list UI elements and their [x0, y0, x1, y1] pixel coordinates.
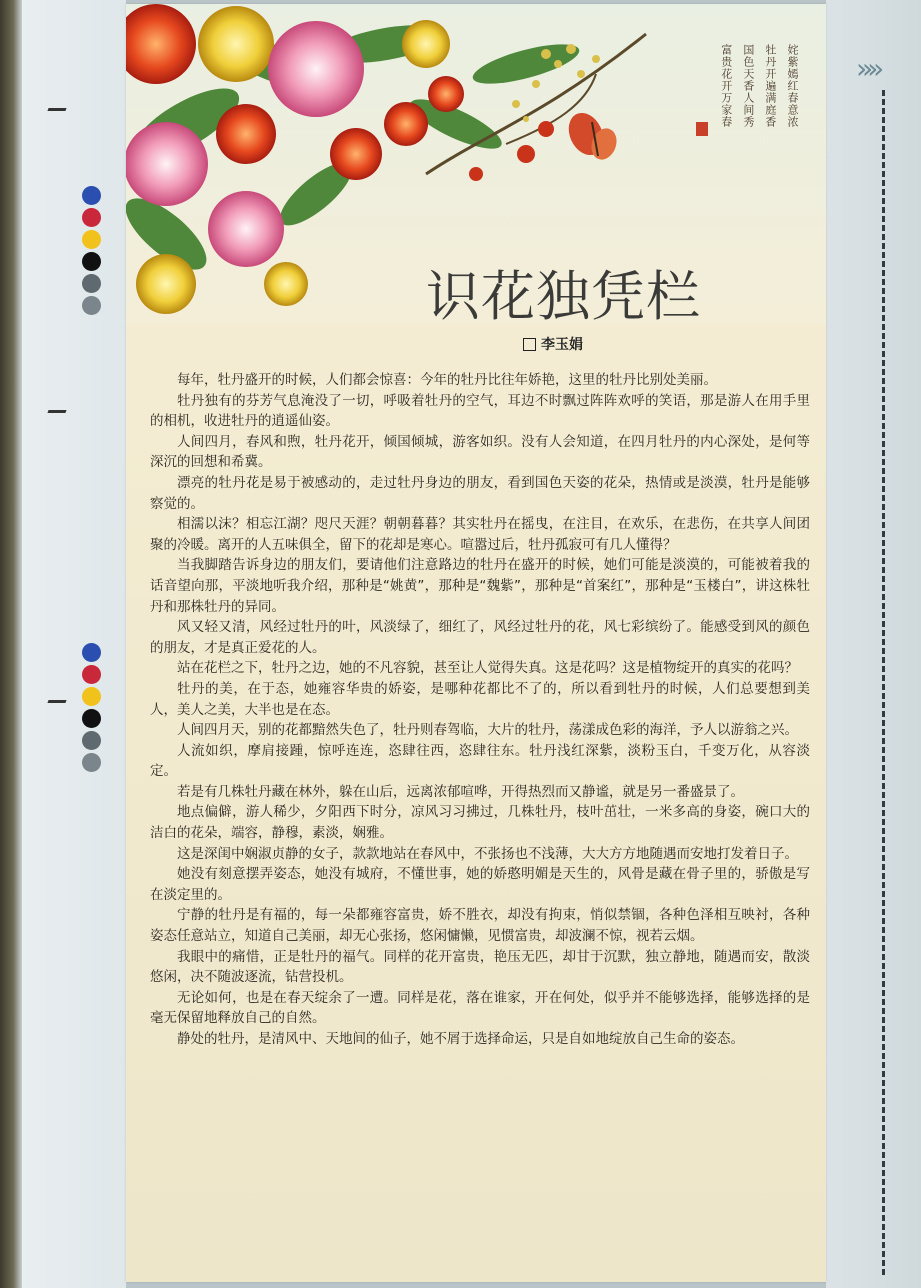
paragraph: 每年，牡丹盛开的时候，人们都会惊喜：今年的牡丹比往年娇艳，这里的牡丹比别处美丽。: [177, 372, 717, 388]
registration-dot: [82, 643, 101, 662]
registration-marks-top: [82, 186, 102, 318]
paragraph: 相濡以沫？相忘江湖？咫尺天涯？朝朝暮暮？其实牡丹在摇曳，在注目，在欢乐，在悲伤，在共享人间团聚的冷暖。离开的人五味俱全，留下的花却是寒心。喧嚣过后，牡丹孤寂可有几人懂得？: [150, 516, 810, 553]
registration-dot: [82, 687, 101, 706]
byline-box-icon: [523, 338, 536, 351]
registration-dot: [82, 274, 101, 293]
left-page-margin: [22, 0, 126, 1288]
book-spine-shadow: [0, 0, 22, 1288]
author-name: 李玉娟: [541, 337, 583, 353]
registration-dot: [82, 709, 101, 728]
chevrons-icon: »»: [856, 52, 879, 85]
paragraph: 宁静的牡丹是有福的，每一朵都雍容富贵，娇不胜衣，却没有拘束，悄似禁锢，各种色泽相互映衬，各种姿态任意站立，知道自己美丽，却无心张扬，悠闲慵懒，见惯富贵，却波澜不惊，视若云烟。: [150, 907, 810, 945]
paragraph: 漂亮的牡丹花是易于被感动的，走过牡丹身边的朋友，看到国色天姿的花朵，热情或是淡漠，牡丹是能够察觉的。: [150, 474, 810, 512]
registration-marks-bottom: [82, 643, 102, 775]
paragraph: 这是深闺中娴淑贞静的女子，款款地站在春风中，不张扬也不浅薄，大大方方地随遇而安地打发着日子。: [177, 845, 798, 862]
paragraph: 若是有几株牡丹藏在林外，躲在山后，远离浓郁喧哗，开得热烈而又静谧，就是另一番盛景了。: [177, 783, 744, 800]
paragraph: 当我脚踏告诉身边的朋友们，要请他们注意路边的牡丹在盛开的时候，她们可能是淡漠的，可能被着我的话音望向那，平淡地听我介绍，那种是“姚黄”，那种是“魏紫”，那种是“首案红”，那种是“玉楼白”，讲这株牡丹和那株牡丹的异同。: [150, 557, 810, 615]
paragraph: 风又轻又清，风经过牡丹的叶，风淡绿了，细红了，风经过牡丹的花，风七彩缤纷了。能感受到风的颜色的朋友，才是真正爱花的人。: [150, 619, 810, 656]
registration-dot: [82, 731, 101, 750]
poem-line: 姹紫嫣红春意浓: [786, 44, 799, 128]
margin-mark: [47, 410, 66, 413]
registration-dot: [82, 665, 101, 684]
registration-dot: [82, 186, 101, 205]
paragraph: 人间四月天，别的花都黯然失色了，牡丹则春驾临，大片的牡丹，荡漾成色彩的海洋，予人以游翁之兴。: [177, 722, 798, 739]
red-seal-stamp: [696, 122, 708, 136]
poem-line: 牡丹开遍满庭香: [763, 44, 777, 128]
paragraph: 人间四月，春风和煦，牡丹花开，倾国倾城，游客如织。没有人会知道，在四月牡丹的内心深处，是何等深沉的回想和希冀。: [150, 433, 810, 471]
paragraph: 无论如何，也是在春天绽余了一遭。同样是花，落在谁家，开在何处，似乎并不能够选择，能够选择的是毫无保留地释放自己的自然。: [150, 989, 810, 1027]
paragraph: 她没有刻意摆弄姿态，她没有城府，不懂世事，她的娇憨明媚是天生的，风骨是藏在骨子里的，骄傲是写在淡定里的。: [150, 866, 810, 903]
poem-line: 国色天香人间秀: [741, 44, 755, 128]
right-page-margin: [826, 0, 921, 1288]
margin-mark: [47, 700, 66, 703]
registration-dot: [82, 252, 101, 271]
author-byline: [523, 334, 583, 354]
calligraphy-poem: [720, 44, 798, 128]
paragraph: 静处的牡丹，是清风中、天地间的仙子，她不屑于选择命运，只是自如地绽放自己生命的姿态。: [177, 1031, 744, 1047]
article-page: [126, 4, 826, 1282]
poem-line: 富贵花开万家春: [719, 44, 733, 128]
paragraph: 地点偏僻，游人稀少，夕阳西下时分，凉风习习拂过，几株牡丹，枝叶茁壮，一米多高的身姿，碗口大的洁白的花朵，端容，静穆，素淡，娴雅。: [150, 804, 810, 842]
paragraph: 人流如织，摩肩接踵，惊呼连连，恣肆往西，恣肆往东。牡丹浅红深紫，淡粉玉白，千变万化，从容淡定。: [150, 742, 810, 780]
paragraph: 牡丹独有的芬芳气息淹没了一切，呼吸着牡丹的空气，耳边不时飘过阵阵欢呼的笑语，那是游人在用手里的相机，收进牡丹的逍遥仙姿。: [150, 392, 810, 430]
registration-dot: [82, 230, 101, 249]
registration-dot: [82, 753, 101, 772]
dashed-cut-line: [882, 90, 885, 1275]
margin-mark: [47, 108, 66, 111]
paragraph: 我眼中的痛惜，正是牡丹的福气。同样的花开富贵，艳压无匹，却甘于沉默，独立静地，随遇而安，散淡悠闲，决不随波逐流，钻营投机。: [150, 948, 810, 986]
article-body: [150, 370, 810, 1050]
registration-dot: [82, 296, 101, 315]
paragraph: 牡丹的美，在于态，她雍容华贵的娇姿，是哪种花都比不了的，所以看到牡丹的时候，人们总要想到美人，美人之美，大半也是在态。: [150, 680, 810, 718]
registration-dot: [82, 208, 101, 227]
article-title: 识花独凭栏: [426, 265, 701, 328]
paragraph: 站在花栏之下，牡丹之边，她的不凡容貌，甚至让人觉得失真。这是花吗？这是植物绽开的真实的花吗？: [177, 660, 798, 677]
